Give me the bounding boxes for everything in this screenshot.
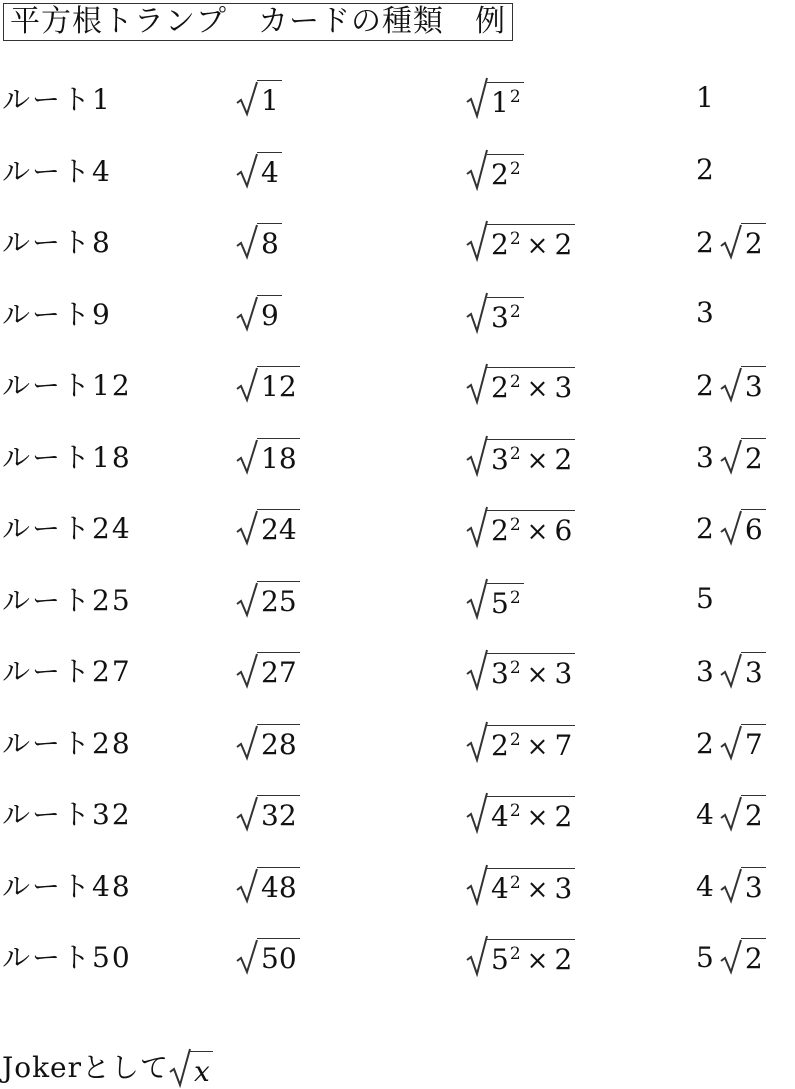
simplified-expression <box>696 499 766 555</box>
radical-sign-icon <box>236 796 258 832</box>
joker-sqrt <box>169 1048 213 1088</box>
square-base: 2 <box>491 228 509 261</box>
sqrt <box>236 438 300 475</box>
simplified-radicand: 2 <box>741 438 766 475</box>
simplified-sqrt <box>720 652 766 689</box>
simplified-radicand: 2 <box>741 938 766 975</box>
simplified-coefficient: 3 <box>696 440 714 474</box>
simplified-sqrt <box>720 795 766 832</box>
multiplier: 2 <box>554 443 573 476</box>
factored-sqrt <box>466 435 575 477</box>
simplified-sqrt <box>720 438 766 475</box>
multiplier: 3 <box>554 872 573 905</box>
simplified-sqrt <box>720 724 766 761</box>
factored-radicand: 2 $^2$ × 2 <box>487 224 575 262</box>
card-row <box>0 285 795 341</box>
simplified-integer: 3 <box>696 296 714 329</box>
simplified-sqrt <box>720 867 766 904</box>
simplified-integer: 2 <box>696 153 714 186</box>
joker-line <box>2 1040 213 1088</box>
factored-expression <box>466 571 524 627</box>
radical-sign-icon <box>236 439 258 475</box>
times-sign: × <box>526 374 549 404</box>
radical-sign-icon <box>720 796 742 832</box>
simplified-value <box>696 582 720 616</box>
sqrt <box>236 509 300 546</box>
radical-sign-icon <box>466 435 488 477</box>
factored-sqrt <box>466 935 575 977</box>
sqrt-expression <box>236 356 300 412</box>
square-base: 4 <box>491 800 509 833</box>
factored-sqrt <box>466 220 575 262</box>
sqrt <box>236 795 300 832</box>
factored-expression <box>466 142 524 198</box>
joker-radicand: x <box>190 1051 213 1088</box>
radical-sign-icon <box>236 296 258 332</box>
factored-expression <box>466 928 575 984</box>
radical-sign-icon <box>466 792 488 834</box>
times-sign: × <box>526 946 549 976</box>
simplified-coefficient: 2 <box>696 511 714 545</box>
factored-expression <box>466 499 575 555</box>
square-base: 3 <box>491 301 509 334</box>
simplified-sqrt <box>720 509 766 546</box>
factored-sqrt <box>466 363 575 405</box>
sqrt-radicand: 25 <box>257 581 300 618</box>
simplified-value <box>696 366 766 403</box>
times-sign: × <box>526 803 549 833</box>
simplified-expression <box>696 642 766 698</box>
times-sign: × <box>526 231 549 261</box>
radical-sign-icon <box>720 224 742 260</box>
square-base: 3 <box>491 657 509 690</box>
page-title: 平方根トランプ カードの種類 例 <box>3 3 513 41</box>
factored-sqrt <box>466 864 575 906</box>
simplified-value <box>696 81 720 115</box>
simplified-value <box>696 795 766 832</box>
radical-sign-icon <box>720 868 742 904</box>
square-base: 2 <box>491 729 509 762</box>
radical-sign-icon <box>236 868 258 904</box>
radical-sign-icon <box>720 510 742 546</box>
simplified-expression <box>696 142 720 198</box>
simplified-radicand: 2 <box>741 223 766 260</box>
factored-expression <box>466 285 524 341</box>
square-base: 5 <box>491 587 509 620</box>
square-base: 2 <box>491 514 509 547</box>
factored-sqrt <box>466 792 575 834</box>
card-name: ルート24 <box>2 512 132 545</box>
simplified-expression <box>696 70 720 126</box>
radical-sign-icon <box>466 363 488 405</box>
card-name: ルート9 <box>2 298 112 331</box>
card-name: ルート4 <box>2 155 112 188</box>
simplified-coefficient: 2 <box>696 368 714 402</box>
radical-sign-icon <box>236 81 258 117</box>
simplified-expression <box>696 213 766 269</box>
radical-sign-icon <box>466 506 488 548</box>
sqrt <box>236 867 300 904</box>
radical-sign-icon <box>169 1048 191 1088</box>
sqrt <box>236 652 300 689</box>
multiplier: 2 <box>554 943 573 976</box>
factored-sqrt <box>466 578 524 620</box>
card-name: ルート12 <box>2 369 132 402</box>
simplified-coefficient: 4 <box>696 869 714 903</box>
simplified-expression <box>696 428 766 484</box>
multiplier: 2 <box>554 800 573 833</box>
simplified-coefficient: 3 <box>696 654 714 688</box>
radical-sign-icon <box>466 935 488 977</box>
simplified-expression <box>696 285 720 341</box>
times-sign: × <box>526 660 549 690</box>
card-row <box>0 213 795 269</box>
simplified-value <box>696 223 766 260</box>
sqrt-radicand: 27 <box>257 652 300 689</box>
simplified-coefficient: 2 <box>696 225 714 259</box>
card-row <box>0 70 795 126</box>
simplified-radicand: 2 <box>741 795 766 832</box>
simplified-integer: 5 <box>696 582 714 615</box>
sqrt-expression <box>236 499 300 555</box>
sqrt-expression <box>236 714 300 770</box>
simplified-coefficient: 2 <box>696 726 714 760</box>
card-name: ルート28 <box>2 727 132 760</box>
factored-radicand: 1 $^2$ <box>487 82 524 119</box>
square-base: 5 <box>491 943 509 976</box>
square-base: 1 <box>491 86 509 119</box>
square-base: 2 <box>491 158 509 191</box>
card-name: ルート27 <box>2 655 132 688</box>
square-base: 2 <box>491 371 509 404</box>
simplified-radicand: 7 <box>741 724 766 761</box>
times-sign: × <box>526 875 549 905</box>
sqrt-radicand: 12 <box>257 366 300 403</box>
simplified-value <box>696 296 720 330</box>
sqrt-radicand: 1 <box>257 80 282 117</box>
radical-sign-icon <box>466 721 488 763</box>
card-row <box>0 356 795 412</box>
radical-sign-icon <box>720 439 742 475</box>
times-sign: × <box>526 446 549 476</box>
sqrt-radicand: 9 <box>257 295 282 332</box>
card-name: ルート25 <box>2 584 132 617</box>
simplified-sqrt <box>720 223 766 260</box>
card-row <box>0 571 795 627</box>
sqrt <box>236 152 282 189</box>
radical-sign-icon <box>720 939 742 975</box>
factored-expression <box>466 70 524 126</box>
card-row <box>0 714 795 770</box>
card-name: ルート48 <box>2 870 132 903</box>
simplified-radicand: 6 <box>741 509 766 546</box>
card-name: ルート8 <box>2 226 112 259</box>
sqrt <box>236 80 282 117</box>
simplified-value <box>696 867 766 904</box>
factored-radicand: 4 $^2$ × 3 <box>487 868 575 906</box>
simplified-radicand: 3 <box>741 366 766 403</box>
joker-label: Jokerとして <box>2 1051 170 1084</box>
square-base: 3 <box>491 443 509 476</box>
multiplier: 3 <box>554 657 573 690</box>
factored-sqrt <box>466 292 524 334</box>
sqrt-expression <box>236 285 282 341</box>
radical-sign-icon <box>236 939 258 975</box>
simplified-value <box>696 438 766 475</box>
radical-sign-icon <box>236 582 258 618</box>
simplified-expression <box>696 785 766 841</box>
radical-sign-icon <box>466 864 488 906</box>
simplified-expression <box>696 571 720 627</box>
factored-sqrt <box>466 77 524 119</box>
factored-expression <box>466 213 575 269</box>
simplified-expression <box>696 714 766 770</box>
sqrt-expression <box>236 70 282 126</box>
radical-sign-icon <box>466 292 488 334</box>
factored-sqrt <box>466 506 575 548</box>
card-name: ルート1 <box>2 83 112 116</box>
square-base: 4 <box>491 872 509 905</box>
card-name: ルート32 <box>2 798 132 831</box>
factored-expression <box>466 857 575 913</box>
radical-sign-icon <box>720 653 742 689</box>
simplified-value <box>696 724 766 761</box>
simplified-expression <box>696 356 766 412</box>
sqrt-radicand: 8 <box>257 223 282 260</box>
radical-sign-icon <box>466 77 488 119</box>
radical-sign-icon <box>720 725 742 761</box>
radical-sign-icon <box>720 367 742 403</box>
sqrt-radicand: 28 <box>257 724 300 761</box>
multiplier: 3 <box>554 371 573 404</box>
factored-radicand: 3 $^2$ <box>487 297 524 334</box>
radical-sign-icon <box>236 510 258 546</box>
simplified-expression <box>696 928 766 984</box>
sqrt <box>236 366 300 403</box>
radical-sign-icon <box>466 578 488 620</box>
sqrt-radicand: 48 <box>257 867 300 904</box>
card-row <box>0 499 795 555</box>
card-name: ルート50 <box>2 941 132 974</box>
factored-expression <box>466 785 575 841</box>
factored-expression <box>466 356 575 412</box>
simplified-value <box>696 153 720 187</box>
factored-sqrt <box>466 149 524 191</box>
radical-sign-icon <box>466 649 488 691</box>
sqrt-radicand: 4 <box>257 152 282 189</box>
factored-expression <box>466 714 575 770</box>
times-sign: × <box>526 732 549 762</box>
radical-sign-icon <box>236 653 258 689</box>
sqrt-expression <box>236 571 300 627</box>
sqrt <box>236 223 282 260</box>
card-row <box>0 142 795 198</box>
factored-radicand: 2 $^2$ × 3 <box>487 367 575 405</box>
multiplier: 6 <box>554 514 573 547</box>
card-row <box>0 642 795 698</box>
factored-radicand: 3 $^2$ × 2 <box>487 439 575 477</box>
factored-expression <box>466 642 575 698</box>
factored-expression <box>466 428 575 484</box>
sqrt-expression <box>236 642 300 698</box>
factored-radicand: 5 $^2$ <box>487 583 524 620</box>
sqrt-expression <box>236 142 282 198</box>
sqrt-expression <box>236 857 300 913</box>
multiplier: 2 <box>554 228 573 261</box>
simplified-coefficient: 5 <box>696 940 714 974</box>
simplified-value <box>696 509 766 546</box>
factored-radicand: 5 $^2$ × 2 <box>487 939 575 977</box>
card-name: ルート18 <box>2 441 132 474</box>
radical-sign-icon <box>236 153 258 189</box>
factored-radicand: 3 $^2$ × 3 <box>487 653 575 691</box>
simplified-integer: 1 <box>696 81 714 114</box>
radical-sign-icon <box>236 367 258 403</box>
sqrt-radicand: 18 <box>257 438 300 475</box>
sqrt-expression <box>236 928 300 984</box>
sqrt <box>236 581 300 618</box>
simplified-value <box>696 938 766 975</box>
sqrt-expression <box>236 785 300 841</box>
simplified-sqrt <box>720 938 766 975</box>
sqrt-expression <box>236 428 300 484</box>
simplified-coefficient: 4 <box>696 797 714 831</box>
radical-sign-icon <box>466 220 488 262</box>
radical-sign-icon <box>466 149 488 191</box>
radical-sign-icon <box>236 725 258 761</box>
factored-sqrt <box>466 649 575 691</box>
factored-radicand: 2 $^2$ <box>487 154 524 191</box>
simplified-value <box>696 652 766 689</box>
simplified-radicand: 3 <box>741 867 766 904</box>
times-sign: × <box>526 517 549 547</box>
card-row <box>0 928 795 984</box>
sqrt-radicand: 32 <box>257 795 300 832</box>
sqrt-radicand: 50 <box>257 938 300 975</box>
card-row <box>0 857 795 913</box>
sqrt <box>236 938 300 975</box>
factored-sqrt <box>466 721 575 763</box>
card-row <box>0 428 795 484</box>
factored-radicand: 4 $^2$ × 2 <box>487 796 575 834</box>
simplified-expression <box>696 857 766 913</box>
factored-radicand: 2 $^2$ × 7 <box>487 725 575 763</box>
sqrt <box>236 295 282 332</box>
sqrt-radicand: 24 <box>257 509 300 546</box>
simplified-radicand: 3 <box>741 652 766 689</box>
card-row <box>0 785 795 841</box>
factored-radicand: 2 $^2$ × 6 <box>487 510 575 548</box>
simplified-sqrt <box>720 366 766 403</box>
multiplier: 7 <box>554 729 573 762</box>
sqrt-expression <box>236 213 282 269</box>
radical-sign-icon <box>236 224 258 260</box>
sqrt <box>236 724 300 761</box>
